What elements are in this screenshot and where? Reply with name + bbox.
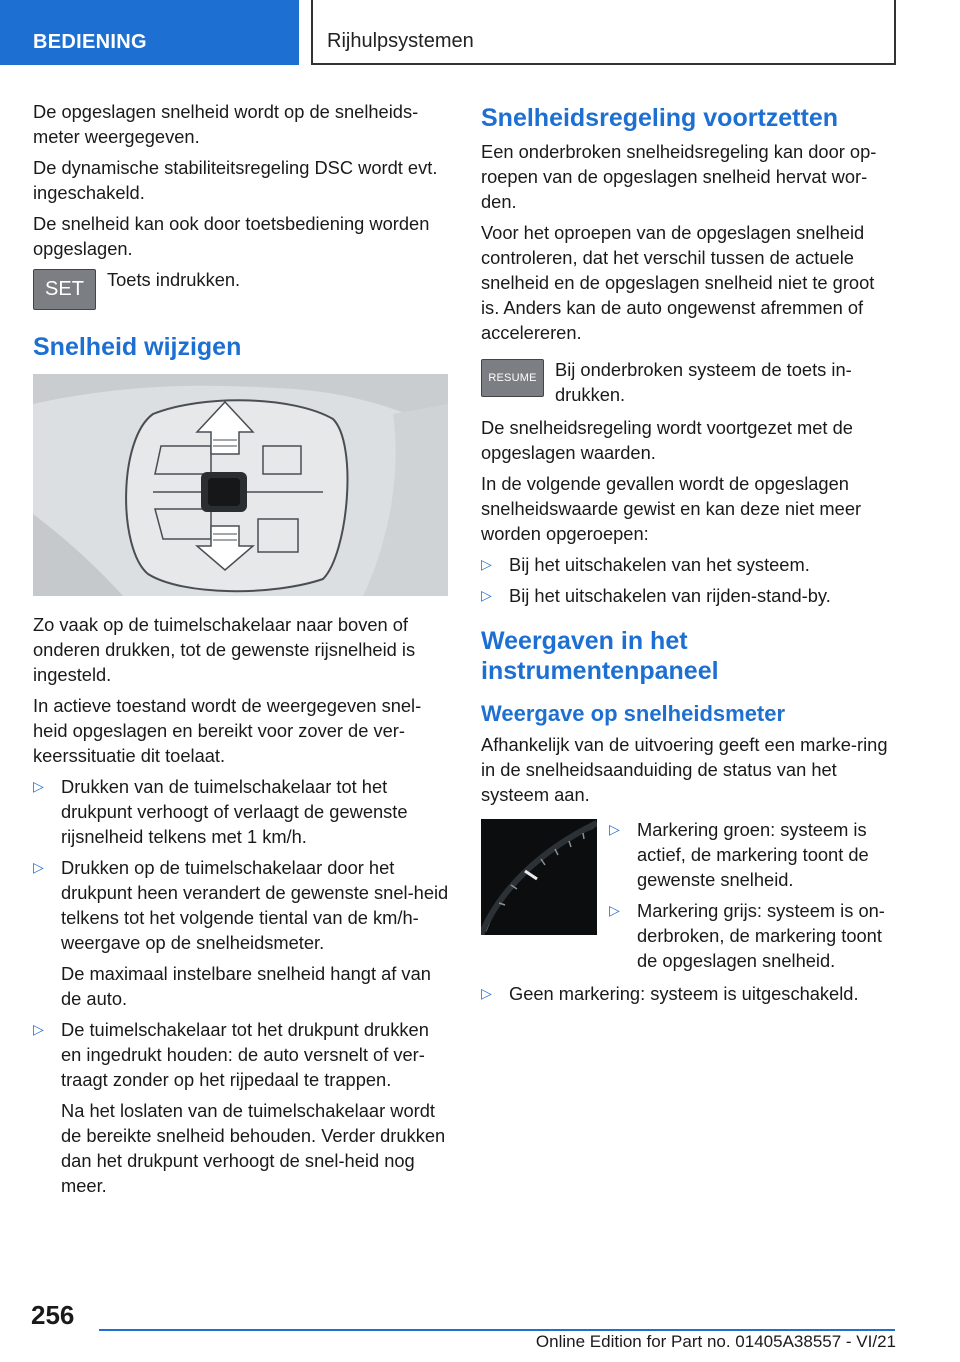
chapter-box <box>311 0 896 65</box>
gauge-bullet-list <box>609 817 896 979</box>
resume-key-instruction <box>481 357 896 407</box>
list-item: ▷ Drukken op de tuimelschakelaar door het drukpunt heen verandert de gewenste snel-heid telkens tot het volgende tiental van de km/h-weergave op de snelheidsmeter. De maximaal instelbare snelheid hangt af van de auto. <box>33 857 449 1009</box>
triangle-bullet-icon: ▷ <box>33 1021 44 1037</box>
list-item: ▷ De tuimelschakelaar tot het drukpunt drukken en ingedrukt houden: de auto versnelt of ver-traagt zonder op het rijpedaal te trappen. Na het loslaten van de tuimelschakelaar wordt de bereikte snelheid behouden. Verder drukken dan het drukpunt verhoogt de snel-heid nog meer. <box>33 1019 446 1196</box>
resume-key-icon: RESUME <box>481 359 544 397</box>
speedometer-marking-image <box>481 819 597 935</box>
section-heading: Snelheidsregeling voortzetten <box>481 104 839 132</box>
paragraph: In de volgende gevallen wordt de opgeslagen snelheidswaarde gewist en kan deze niet meer worden opgeroepen: <box>481 473 862 544</box>
triangle-bullet-icon: ▷ <box>33 778 44 794</box>
gauge-row <box>481 817 896 979</box>
edition-text: Online Edition for Part no. 01405A38557 - VI/21 <box>535 1332 896 1351</box>
list-item: ▷ Geen markering: systeem is uitgeschakeld. <box>481 983 859 1004</box>
triangle-bullet-icon: ▷ <box>609 902 620 918</box>
steering-wheel-rocker-switch-image <box>33 374 448 596</box>
footer-divider <box>99 1329 895 1331</box>
paragraph: Afhankelijk van de uitvoering geeft een marke-ring in de snelheidsaanduiding de status van het systeem aan. <box>481 734 888 805</box>
list-item: ▷ Bij het uitschakelen van het systeem. <box>481 554 810 575</box>
paragraph: De snelheid kan ook door toetsbediening worden opgeslagen. <box>33 213 430 259</box>
subsection-heading: Weergave op snelheidsmeter <box>481 701 786 726</box>
section-label: BEDIENING <box>33 31 147 53</box>
triangle-bullet-icon: ▷ <box>33 859 44 875</box>
triangle-bullet-icon: ▷ <box>481 556 492 572</box>
page-number: 256 <box>31 1300 75 1330</box>
list-item: ▷ Markering groen: systeem is actief, de markering toont de gewenste snelheid. <box>609 819 869 890</box>
triangle-bullet-icon: ▷ <box>481 985 492 1001</box>
section-heading: Weergaven in het instrumentenpaneel <box>481 627 719 685</box>
paragraph: In actieve toestand wordt de weergegeven snel-heid opgeslagen en bereikt voor zover de ver-keerssituatie dit toelaat. <box>33 695 422 766</box>
list-item: ▷ Bij het uitschakelen van rijden-stand-by. <box>481 585 831 606</box>
list-item: ▷ Markering grijs: systeem is on-derbroken, de markering toont de opgeslagen snelheid. <box>609 900 885 971</box>
paragraph: De snelheidsregeling wordt voortgezet met de opgeslagen waarden. <box>481 417 853 463</box>
set-key-icon: SET <box>33 269 96 310</box>
chapter-label: Rijhulpsystemen <box>327 30 474 52</box>
paragraph: De dynamische stabiliteitsregeling DSC wordt evt. ingeschakeld. <box>33 157 438 203</box>
section-heading: Snelheid wijzigen <box>33 333 242 361</box>
paragraph: Zo vaak op de tuimelschakelaar naar boven of onderen drukken, tot de gewenste rijsnelheid is ingesteld. <box>33 614 416 685</box>
list-item: ▷ Drukken van de tuimelschakelaar tot het drukpunt verhoogt of verlaagt de gewenste rijsnelheid telkens met 1 km/h. <box>33 776 408 847</box>
paragraph: Voor het oproepen van de opgeslagen snelheid controleren, dat het verschil tussen de actuele snelheid en de opgeslagen snelheid niet te groot is. Anders kan de auto ongewenst afremmen of accelereren. <box>481 222 875 343</box>
resume-key-text: Bij onderbroken systeem de toets in-drukken. <box>555 359 852 405</box>
paragraph: De opgeslagen snelheid wordt op de snelheids-meter weergegeven. <box>33 101 419 147</box>
section-tab <box>0 0 299 65</box>
set-key-instruction <box>33 267 449 310</box>
set-key-text: Toets indrukken. <box>107 269 241 290</box>
left-column <box>33 99 449 1204</box>
bullet-list <box>33 774 449 1198</box>
triangle-bullet-icon: ▷ <box>481 587 492 603</box>
right-column <box>481 103 896 1012</box>
bullet-list <box>481 981 896 1006</box>
paragraph: Een onderbroken snelheidsregeling kan door op-roepen van de opgeslagen snelheid hervat wor-den. <box>481 141 877 212</box>
triangle-bullet-icon: ▷ <box>609 821 620 837</box>
bullet-list <box>481 552 896 608</box>
